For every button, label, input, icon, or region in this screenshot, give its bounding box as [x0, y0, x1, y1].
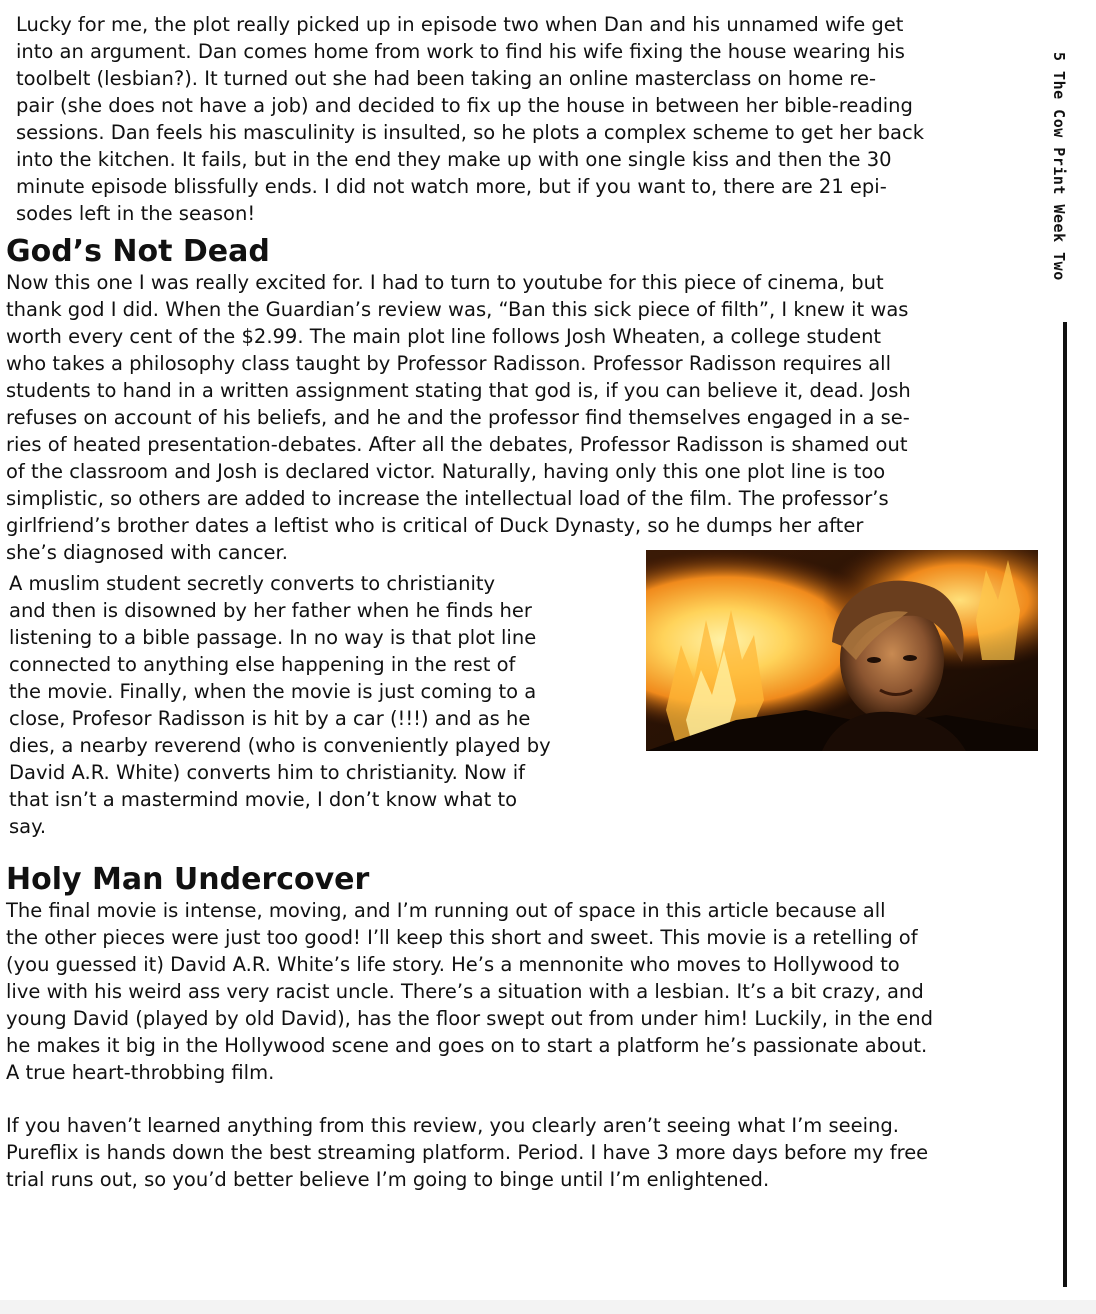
text-line: young David (played by old David), has the floor swept out from under him! Luckily, in the end [6, 1007, 934, 1030]
text-line: dies, a nearby reverend (who is conveniently played by [9, 734, 551, 757]
text-line: close, Profesor Radisson is hit by a car (!!!) and as he [9, 707, 531, 730]
text-line: ries of heated presentation-debates. After all the debates, Professor Radisson is shamed out [6, 433, 908, 456]
text-line: If you haven’t learned anything from this review, you clearly aren’t seeing what I’m seeing. [6, 1114, 899, 1137]
text-line: who takes a philosophy class taught by Professor Radisson. Professor Radisson requires all [6, 352, 891, 375]
gods-not-dead-paragraph [6, 269, 911, 566]
text-line: simplistic, so others are added to increase the intellectual load of the film. The professor’s [6, 487, 889, 510]
text-line: of the classroom and Josh is declared victor. Naturally, having only this one plot line is too [6, 460, 886, 483]
text-line: A muslim student secretly converts to christianity [9, 572, 496, 595]
text-line: Pureflix is hands down the best streaming platform. Period. I have 3 more days before my free [6, 1141, 929, 1164]
text-line: The final movie is intense, moving, and I’m running out of space in this article because all [6, 899, 886, 922]
text-line: students to hand in a written assignment stating that god is, if you can believe it, dead. Josh [6, 379, 911, 402]
text-line: Lucky for me, the plot really picked up in episode two when Dan and his unnamed wife get [16, 13, 904, 36]
text-line: minute episode blissfully ends. I did not watch more, but if you want to, there are 21 epi- [16, 175, 887, 198]
text-line: girlfriend’s brother dates a leftist who is critical of Duck Dynasty, so he dumps her after [6, 514, 864, 537]
text-line: A true heart-throbbing film. [6, 1061, 275, 1084]
movie-still-photo [646, 550, 1038, 751]
text-line: into the kitchen. It fails, but in the end they make up with one single kiss and then the 30 [16, 148, 892, 171]
text-line: trial runs out, so you’d better believe I’m going to binge until I’m enlightened. [6, 1168, 770, 1191]
section-heading-gods-not-dead: God’s Not Dead [6, 234, 270, 269]
text-line: he makes it big in the Hollywood scene and goes on to start a platform he’s passionate about. [6, 1034, 928, 1057]
text-line: refuses on account of his beliefs, and he and the professor find themselves engaged in a se- [6, 406, 910, 429]
text-line: the other pieces were just too good! I’ll keep this short and sweet. This movie is a retelling of [6, 926, 918, 949]
text-line: listening to a bible passage. In no way is that plot line [9, 626, 537, 649]
side-rule [1063, 322, 1067, 1287]
text-line: the movie. Finally, when the movie is just coming to a [9, 680, 537, 703]
text-line: into an argument. Dan comes home from work to find his wife fixing the house wearing his [16, 40, 905, 63]
section-heading-holy-man-undercover: Holy Man Undercover [6, 862, 370, 897]
intro-paragraph [16, 11, 924, 227]
text-line: live with his weird ass very racist uncle. There’s a situation with a lesbian. It’s a bit crazy, and [6, 980, 924, 1003]
text-line: toolbelt (lesbian?). It turned out she had been taking an online masterclass on home re- [16, 67, 877, 90]
text-line: say. [9, 815, 47, 838]
text-line: thank god I did. When the Guardian’s review was, “Ban this sick piece of filth”, I knew it was [6, 298, 909, 321]
running-header: 5 The Cow Print Week Two [1050, 52, 1068, 281]
text-line: (you guessed it) David A.R. White’s life story. He’s a mennonite who moves to Hollywood to [6, 953, 900, 976]
holy-man-undercover-paragraph [6, 897, 933, 1086]
text-line: connected to anything else happening in the rest of [9, 653, 516, 676]
text-line: sessions. Dan feels his masculinity is insulted, so he plots a complex scheme to get her back [16, 121, 925, 144]
bottom-edge [0, 1300, 1096, 1314]
text-line: pair (she does not have a job) and decided to fix up the house in between her bible-reading [16, 94, 913, 117]
text-line: worth every cent of the $2.99. The main plot line follows Josh Wheaten, a college student [6, 325, 882, 348]
muslim-student-paragraph [9, 570, 551, 840]
text-line: Now this one I was really excited for. I had to turn to youtube for this piece of cinema, but [6, 271, 884, 294]
text-line: that isn’t a mastermind movie, I don’t know what to [9, 788, 518, 811]
text-line: and then is disowned by her father when he finds her [9, 599, 532, 622]
text-line: she’s diagnosed with cancer. [6, 541, 288, 564]
text-line: sodes left in the season! [16, 202, 256, 225]
closing-paragraph [6, 1112, 928, 1193]
text-line: David A.R. White) converts him to christianity. Now if [9, 761, 525, 784]
